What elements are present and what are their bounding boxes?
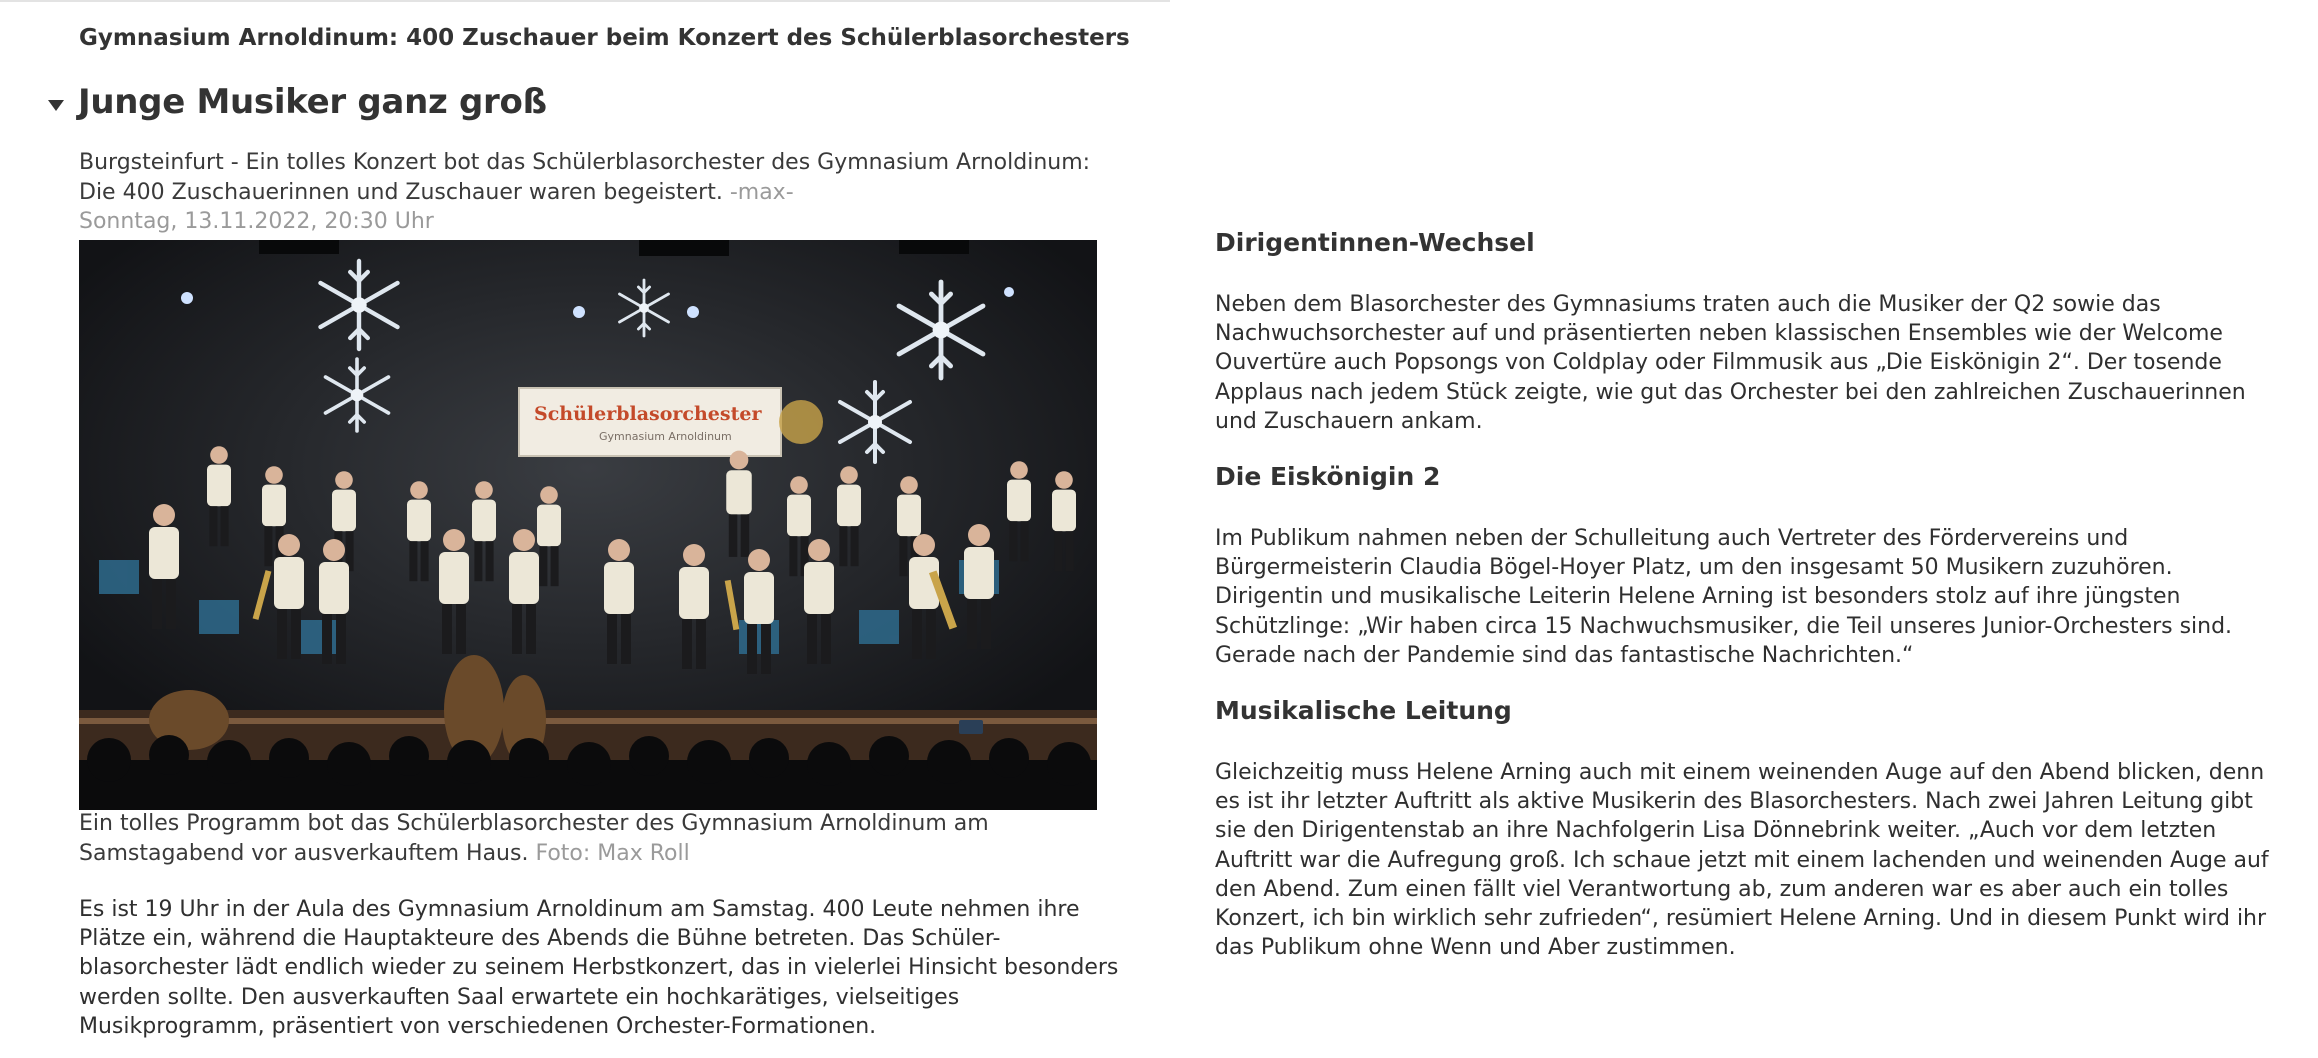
concert-photo-illustration (79, 240, 1097, 810)
section-die-eiskoenigin-2 (1215, 460, 2275, 670)
section-heading: Musikalische Leitung (1215, 696, 1512, 726)
section-heading: Die Eiskönigin 2 (1215, 462, 1441, 492)
article-photo (79, 240, 1097, 810)
article-sections (1215, 226, 2275, 962)
caption-text: Ein tolles Programm bot das Schülerblasorchester des Gymnasium Arnoldinum am Samstagabend vor ausverkauftem Haus. (79, 811, 989, 866)
section-musikalische-leitung (1215, 694, 2275, 962)
photo-credit: Foto: Max Roll (535, 840, 690, 866)
section-dirigentinnen-wechsel (1215, 226, 2275, 436)
article-headline: Junge Musiker ganz groß (78, 82, 547, 122)
section-paragraph: Gleichzeitig muss Helene Arning auch mit einem weinenden Auge auf den Abend blicken, denn es ist ihr letzter Auftritt als aktive Musikerin des Blasorchesters. Nach zwei Jahren Leitung gibt sie den Dirigentenstab an ihre Nachfolgerin Lisa Dönnebrink weiter. „Auch vor dem letzten Auftritt war die Aufregung groß. Ich schaue jetzt mit einem lachenden und weinenden Auge auf den Abend. Zum einen fällt viel Verantwortung ab, zum anderen war es aber auch ein tolles Konzert, ich bin wirklich sehr zufrieden“, resümiert Helene Arning. Und in diesem Punkt wird ihr das Publikum ohne Wenn und Aber zustimmen. (1215, 760, 2269, 961)
banner-text: Schülerblasorchester (534, 403, 762, 425)
teaser-text: Burgsteinfurt - Ein tolles Konzert bot das Schülerblasorchester des Gymnasium Arnoldinum: Die 400 Zuschauerinnen und Zuschauer waren begeistert. (79, 150, 1091, 205)
article-teaser (79, 148, 1109, 237)
article-kicker: Gymnasium Arnoldinum: 400 Zuschauer beim Konzert des Schülerblasorchesters (79, 25, 1130, 51)
section-heading: Dirigentinnen-Wechsel (1215, 228, 1535, 257)
intro-paragraph: Es ist 19 Uhr in der Aula des Gymnasium Arnoldinum am Samstag. 400 Leute nehmen ihre Plätze ein, während die Hauptakteure des Abends die Bühne betreten. Das Schüler-blasorchester lädt endlich wieder zu seinem Herbstkonzert, das in vielerlei Hinsicht besonders werden sollte. Den ausverkauften Saal erwartete ein hochkarätiges, vielseitiges Musikprogramm, präsentiert von verschiedenen Orchester-Formationen. (79, 897, 1119, 1039)
author-tag: -max- (729, 179, 794, 205)
publish-date: Sonntag, 13.11.2022, 20:30 Uhr (79, 209, 434, 234)
top-divider (0, 0, 1170, 2)
headline-row[interactable] (48, 82, 547, 122)
banner-subtext: Gymnasium Arnoldinum (599, 430, 732, 443)
section-paragraph: Neben dem Blasorchester des Gymnasiums traten auch die Musiker der Q2 sowie das Nachwuchsorchester auf und präsentierten neben klassischen Ensembles wie der Welcome Ouvertüre auch Popsongs von Coldplay oder Filmmusik aus „Die Eiskönigin 2“. Der tosende Applaus nach jedem Stück zeigte, wie gut das Orchester bei den zahlreichen Zuschauerinnen und Zuschauern ankam. (1215, 292, 2246, 434)
section-paragraph: Im Publikum nahmen neben der Schulleitung auch Vertreter des Fördervereins und Bürgermeisterin Claudia Bögel-Hoyer Platz, um den insgesamt 50 Musikern zuzuhören. Dirigentin und musikalische Leiterin Helene Arning ist besonders stolz auf ihre jüngsten Schützlinge: „Wir haben circa 15 Nachwuchsmusiker, die Teil unseres Junior-Orchesters sind. Gerade nach der Pandemie sind das fantastische Nachrichten.“ (1215, 526, 2233, 668)
photo-caption (79, 809, 1119, 868)
triangle-down-icon[interactable] (48, 100, 64, 111)
